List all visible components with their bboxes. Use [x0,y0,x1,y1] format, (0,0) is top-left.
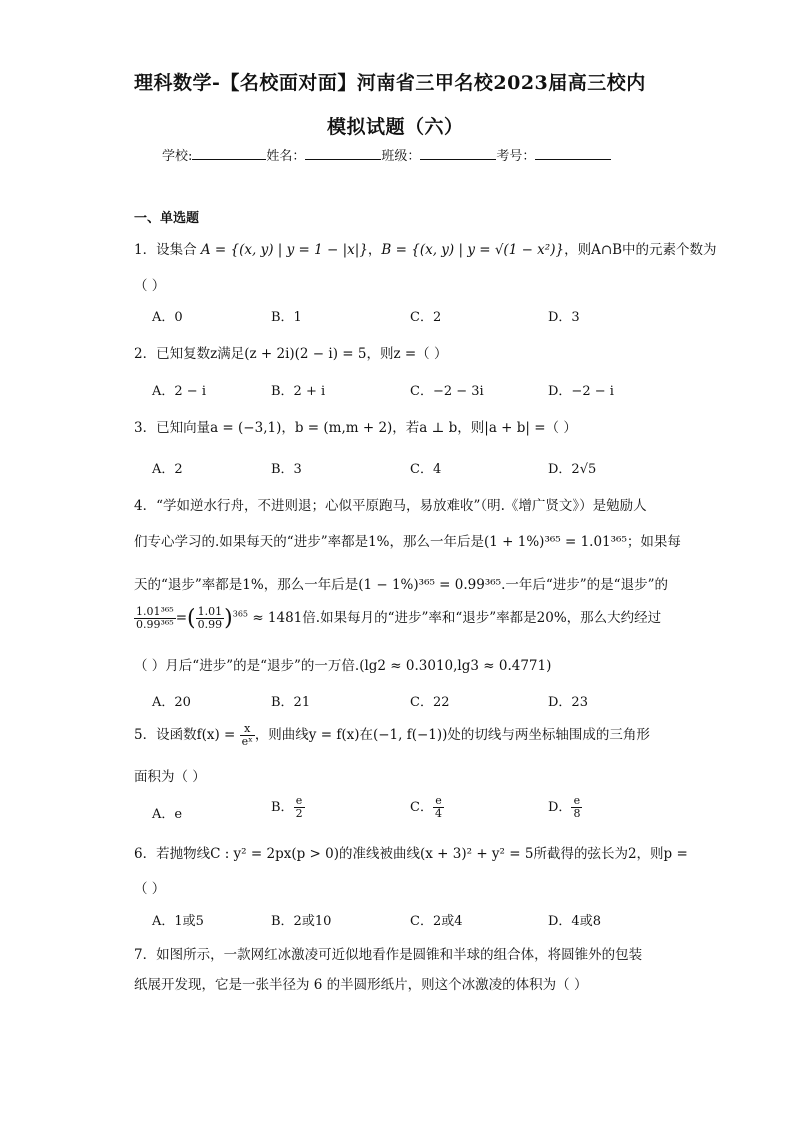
fraction [571,795,582,820]
school-label: 学校: [162,149,193,164]
question-number: 4． [134,498,157,514]
question-2 [134,342,447,362]
question-4-line-3: 天的“退步”率都是1%，那么一年后是(1 − 1%)³⁶⁵ = 0.99³⁶⁵.一年后“进步”的是“退步”的 [134,577,668,593]
fraction-numerator: e [433,795,444,808]
q3-option-d[interactable]: D．2√5 [548,462,597,477]
question-text: 已知向量a = (−3,1)，b = (m,m + 2)，若a ⊥ b，则|a + b| =（ ） [156,420,577,436]
fraction [240,723,255,748]
q2-option-d[interactable]: D．−2 − i [548,384,614,399]
question-text: 若抛物线C : y² = 2px(p > 0)的准线被曲线(x + 3)² + y² = 5所截得的弦长为2，则p = [156,846,688,862]
q3-option-b[interactable]: B．3 [271,462,302,477]
question-3 [134,416,577,436]
fraction [433,795,444,820]
q1-option-a[interactable]: A．0 [152,310,183,325]
q5-option-c[interactable] [410,795,444,820]
question-text: ，则曲线y = f(x)在(−1, f(−1))处的切线与两坐标轴围成的三角形 [254,727,650,743]
question-4-line-2: 们专心学习的.如果每天的“进步”率都是1%，那么一年后是(1 + 1%)³⁶⁵ = 1.01³⁶⁵；如果每 [134,534,681,550]
question-number: 2． [134,346,157,362]
q1-option-b[interactable]: B．1 [271,310,302,325]
q6-option-c[interactable]: C．2或4 [410,914,463,929]
header-fields [162,145,611,164]
q4-option-b[interactable]: B．21 [271,695,311,710]
fraction-denominator: 2 [295,807,303,820]
q4-option-a[interactable]: A．20 [152,695,191,710]
q4-option-c[interactable]: C．22 [410,695,450,710]
question-text: 设集合 [156,242,197,258]
question-text: 已知复数z满足(z + 2i)(2 − i) = 5，则z =（ ） [156,346,448,362]
fraction-denominator: 8 [573,807,581,820]
fraction-numerator: 1.01³⁶⁵ [136,605,174,618]
q3-option-a[interactable]: A．2 [152,462,183,477]
formula-set-a: A = {(x, y) | y = 1 − |x|} [200,242,368,258]
exponent: 365 [232,609,249,619]
question-4-line-5: （ ）月后“进步”的是“退步”的一万倍.(lg2 ≈ 0.3010,lg3 ≈ 0.4771) [134,658,552,674]
q6-option-b[interactable]: B．2或10 [271,914,332,929]
q2-option-b[interactable]: B．2 + i [271,384,326,399]
q6-option-d[interactable]: D．4或8 [548,914,601,929]
right-paren: ) [224,606,233,631]
q5-option-b[interactable] [271,795,305,820]
question-text: 如图所示，一款网红冰激凌可近似地看作是圆锥和半球的组合体，将圆锥外的包装 [156,947,643,963]
question-number: 6． [134,846,157,862]
question-5-line-2: 面积为（ ） [134,769,206,785]
question-5 [134,723,650,748]
question-text: ≈ 1481倍.如果每月的“进步”率和“退步”率都是20%，那么大约经过 [252,610,662,626]
question-7-line-1 [134,943,642,963]
fraction [294,795,305,820]
class-label: 班级： [381,149,421,164]
question-4-line-4 [134,606,661,631]
fraction-numerator: e [294,795,305,808]
fraction-denominator: eˣ [241,735,253,748]
fraction [134,606,176,631]
question-text: “学如逆水行舟，不进则退；心似平原跑马，易放难收”（明.《增广贤文》）是勉励人 [156,498,647,514]
school-blank[interactable] [192,147,266,160]
question-4-line-1 [134,494,647,514]
question-6-paren: （ ） [134,881,166,897]
question-7-line-2: 纸展开发现，它是一张半径为 6 的半圆形纸片，则这个冰激凌的体积为（ ） [134,977,588,993]
option-label: B． [271,800,294,815]
q3-option-c[interactable]: C．4 [410,462,442,477]
name-label: 姓名： [266,149,306,164]
left-paren: ( [187,606,196,631]
fraction-numerator: x [240,723,255,736]
q1-option-c[interactable]: C．2 [410,310,442,325]
q4-option-d[interactable]: D．23 [548,695,588,710]
fraction [196,606,225,631]
separator: ， [367,242,382,258]
formula-set-b: B = {(x, y) | y = √(1 − x²)} [381,242,565,258]
equals-sign: = [175,610,188,626]
question-1 [134,238,717,258]
fraction-numerator: 1.01 [197,605,223,618]
number-blank[interactable] [535,147,611,160]
q2-option-a[interactable]: A．2 − i [152,384,206,399]
fraction-denominator: 0.99 [197,618,223,631]
option-label: C． [410,800,433,815]
question-text: 设函数f(x) = [156,727,236,743]
class-blank[interactable] [420,147,496,160]
fraction-numerator: e [571,795,582,808]
q2-option-c[interactable]: C．−2 − 3i [410,384,484,399]
fraction-denominator: 0.99³⁶⁵ [136,618,174,631]
question-text: ，则A∩B中的元素个数为 [564,242,717,258]
q6-option-a[interactable]: A．1或5 [152,914,204,929]
fraction-denominator: 4 [434,807,442,820]
q5-option-a[interactable]: A．e [152,807,183,822]
section-heading: 一、单选题 [134,211,200,226]
number-label: 考号： [496,149,536,164]
q1-option-d[interactable]: D．3 [548,310,580,325]
question-number: 7． [134,947,157,963]
q5-option-d[interactable] [548,795,582,820]
question-6 [134,842,688,862]
question-1-paren: （ ） [134,278,166,294]
title-line-1: 理科数学-【名校面对面】河南省三甲名校2023届高三校内 [134,72,646,94]
question-number: 5． [134,727,157,743]
name-blank[interactable] [305,147,381,160]
title-line-2: 模拟试题（六） [327,116,464,138]
question-number: 1． [134,242,157,258]
question-number: 3． [134,420,157,436]
option-label: D． [548,800,572,815]
